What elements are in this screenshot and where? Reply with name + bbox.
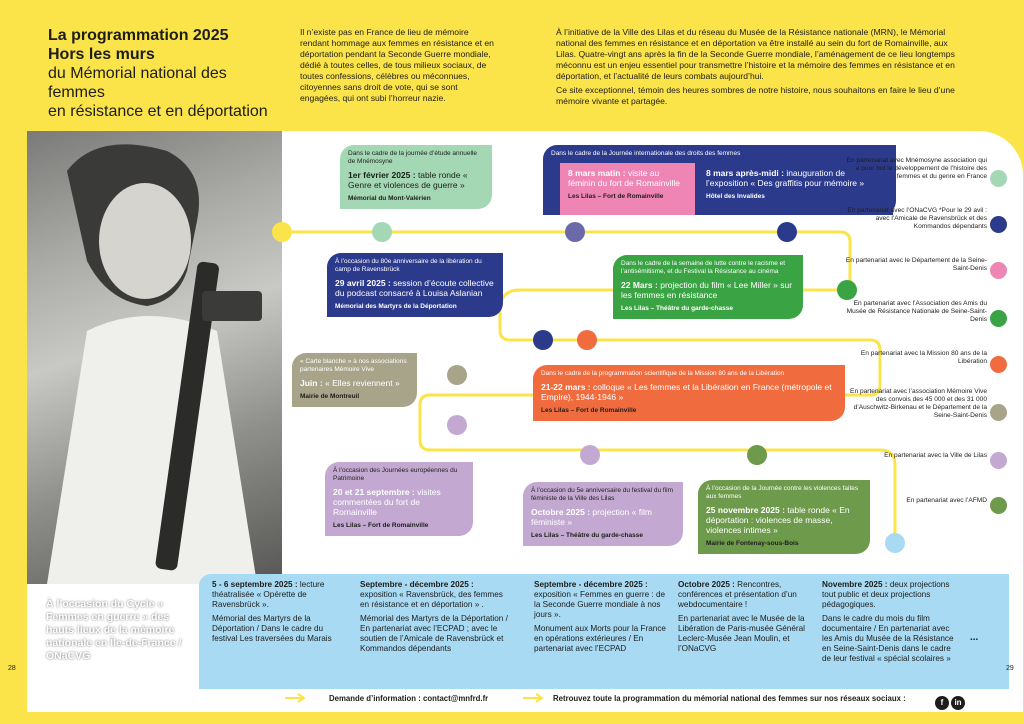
bottom-event bbox=[822, 580, 962, 664]
event-date: Octobre 2025 : bbox=[531, 507, 591, 517]
bottom-event bbox=[534, 580, 669, 654]
arrow-right-icon bbox=[285, 693, 307, 703]
bottom-event-title bbox=[360, 580, 510, 610]
partner-color-dot bbox=[990, 404, 1007, 421]
timeline-dot bbox=[885, 533, 905, 553]
partner-color-dot bbox=[990, 262, 1007, 279]
event-text: table ronde « Genre et violences de guerre » bbox=[348, 170, 468, 190]
timeline-dot bbox=[577, 330, 597, 350]
partner-note: En partenariat avec l’ONaCVG *Pour le 29 avil : avec l’Amicale de Ravensbrück et des Kommandos dépendants bbox=[847, 207, 987, 230]
event-place: Les Lilas – Théâtre du garde-chasse bbox=[621, 305, 733, 312]
event-text: lecture théatralisée « Opérette de Ravensbrück ». bbox=[212, 580, 325, 609]
bottom-event-title bbox=[822, 580, 962, 610]
event-context: À l’occasion de la Journée contre les violences faites aux femmes bbox=[706, 485, 859, 500]
event-place: Les Lilas – Fort de Romainville bbox=[333, 522, 429, 529]
event-date: 1er février 2025 : bbox=[348, 170, 416, 180]
bottom-event-title bbox=[212, 580, 347, 610]
event-place: Les Lilas – Fort de Romainville bbox=[568, 193, 664, 200]
event-date: Octobre 2025 : bbox=[678, 580, 735, 589]
event-date: 20 et 21 septembre : bbox=[333, 487, 415, 497]
title-line-3: du Mémorial national des femmes bbox=[48, 65, 227, 101]
event-place: Mémorial des Martyrs de la Déportation / Dans le cadre du festival Les traversées du Marais bbox=[212, 614, 332, 643]
event-main bbox=[348, 170, 484, 190]
event-text: exposition « Femmes en guerre : de la Seconde Guerre mondiale à nos jours ». bbox=[534, 590, 666, 619]
event-place: Mairie de Montreuil bbox=[300, 393, 360, 400]
event-card bbox=[533, 365, 845, 421]
event-date: 21-22 mars : bbox=[541, 382, 591, 392]
event-main bbox=[541, 382, 837, 402]
bottom-event bbox=[360, 580, 510, 654]
event-place: Hôtel des Invalides bbox=[706, 193, 765, 200]
event-date: Septembre - décembre 2025 : bbox=[360, 580, 474, 589]
title-line-2: Hors les murs bbox=[48, 46, 155, 63]
partner-color-dot bbox=[990, 452, 1007, 469]
event-place: Dans le cadre du mois du film documentaire / En partenariat avec les Amis du Musée de la Résistance en Seine-Saint-Denis dans le cadre de leur festival « spécial scolaires » bbox=[822, 614, 954, 663]
event-date: 25 novembre 2025 : bbox=[706, 505, 785, 515]
event-main bbox=[333, 487, 465, 517]
page-number-right: 29 bbox=[1006, 665, 1014, 672]
partner-color-dot bbox=[990, 170, 1007, 187]
event-text: deux projections tout public et deux projections pédagogiques. bbox=[822, 580, 950, 609]
timeline-dot bbox=[447, 415, 467, 435]
partner-note: En partenariat avec l’Association des Amis du Musée de Résistance Nationale de Seine-Saint-Denis bbox=[846, 300, 987, 323]
partner-color-dot bbox=[990, 356, 1007, 373]
event-date: 8 mars matin : bbox=[568, 168, 626, 178]
social-invite: Retrouvez toute la programmation du mémorial national des femmes sur nos réseaux sociaux : bbox=[553, 694, 906, 703]
event-card bbox=[327, 253, 503, 317]
intro-paragraph: Ce site exceptionnel, témoin des heures sombres de notre histoire, nous souhaitons en faire le lieu d’une mémoire vivante et partagée. bbox=[556, 85, 955, 106]
event-context: « Carte blanche » à nos associations partenaires Mémoire Vive bbox=[300, 358, 407, 373]
timeline-dot bbox=[747, 445, 767, 465]
event-card bbox=[698, 480, 870, 554]
event-main bbox=[621, 280, 795, 300]
event-date: Novembre 2025 : bbox=[822, 580, 888, 589]
facebook-icon[interactable]: f bbox=[935, 696, 949, 710]
intro-paragraph: À l’initiative de la Ville des Lilas et du réseau du Musée de la Résistance nationale (MRN), le Mémorial national des femmes en résistance et en déportation va être installé au sein du fort de Romainville, aux Lilas. Quatre-vingt ans après la fin de la Seconde Guerre mondiale, l’aménagement de ce lieu longtemps méconnu est un enjeu essentiel pour transmettre l’histoire et la mémoire des femmes en résistance et en déportation, et l’actualité de leurs combats aujourd’hui. bbox=[556, 27, 955, 81]
page-number-left: 28 bbox=[8, 665, 16, 672]
event-card bbox=[523, 482, 683, 546]
event-place: Mémorial des Martyrs de la Déportation / En partenariat avec l’ECPAD ; avec le soutien de l’Amicale de Ravensbrück et Kommandos dépendants bbox=[360, 614, 508, 653]
partner-note: En partenariat avec la Mission 80 ans de la Libération bbox=[860, 350, 987, 365]
bottom-event bbox=[678, 580, 813, 654]
title-line-1: La programmation 2025 bbox=[48, 27, 229, 44]
event-date: 5 - 6 septembre 2025 : bbox=[212, 580, 298, 589]
event-place: Les Lilas – Théâtre du garde-chasse bbox=[531, 532, 643, 539]
event-place: En partenariat avec le Musée de la Libération de Paris-musée Général Leclerc-Musée Jean Moulin, et l’ONaCVG bbox=[678, 614, 805, 653]
event-context: Dans le cadre de la programmation scientifique de la Mission 80 ans de la Libération bbox=[541, 370, 785, 377]
event-main bbox=[300, 378, 409, 388]
event-card bbox=[613, 255, 803, 319]
arrow-right-icon bbox=[523, 693, 545, 703]
photo-caption: À l’occasion du Cycle « Femmes en guerre » des hauts lieux de la mémoire nationale en Île-de-France / ONaCVG bbox=[46, 598, 182, 662]
partner-note: En partenariat avec le Département de la Seine-Saint-Denis bbox=[845, 257, 987, 272]
event-text: session d’écoute collective du podcast consacré à Louisa Aslanian bbox=[335, 278, 494, 298]
event-context: Dans le cadre de la journée d’étude annuelle de Mnémosyne bbox=[348, 150, 478, 165]
event-text: projection « film féministe » bbox=[531, 507, 652, 527]
event-text: inauguration de l’exposition « Des graffitis pour mémoire » bbox=[706, 168, 865, 188]
event-text: « Elles reviennent » bbox=[322, 378, 400, 388]
event-context: À l’occasion du 5e anniversaire du festival du film féministe de la Ville des Lilas bbox=[531, 487, 673, 502]
event-date: Septembre - décembre 2025 : bbox=[534, 580, 648, 589]
event-date: 29 avril 2025 : bbox=[335, 278, 391, 288]
timeline-dot bbox=[272, 222, 292, 242]
timeline-dot bbox=[533, 330, 553, 350]
timeline-dot bbox=[565, 222, 585, 242]
event-main bbox=[706, 505, 862, 535]
intro-left: Il n’existe pas en France de lieu de mémoire rendant hommage aux femmes en résistance et en déportation pendant la Seconde Guerre mondiale, dédié à toutes celles, de tous milieux sociaux, de toutes confessions, célèbres ou méconnues, citoyennes sans droit de vote, qui se sont engagées, qui ont subi l’horreur nazie. bbox=[300, 27, 494, 103]
event-place: Mairie de Fontenay-sous-Bois bbox=[706, 540, 799, 547]
partner-color-dot bbox=[990, 310, 1007, 327]
event-main bbox=[568, 168, 687, 188]
event-text: projection du film « Lee Miller » sur les femmes en résistance bbox=[621, 280, 793, 300]
event-context: Dans le cadre de la Journée internationale des droits des femmes bbox=[551, 150, 741, 157]
event-place: Mémorial des Martyrs de la Déportation bbox=[335, 303, 457, 310]
event-card bbox=[560, 163, 695, 215]
event-main bbox=[531, 507, 675, 527]
event-context: À l’occasion du 80e anniversaire de la libération du camp de Ravensbrück bbox=[335, 258, 482, 273]
more-indicator: ... bbox=[970, 632, 979, 643]
timeline-dot bbox=[777, 222, 797, 242]
event-text: exposition « Ravensbrück, des femmes en résistance et en déportation » . bbox=[360, 590, 503, 609]
event-text: Rencontres, conférences et présentation d’un webdocumentaire ! bbox=[678, 580, 797, 609]
event-text: table ronde « En déportation : violences de masse, violences intimes » bbox=[706, 505, 850, 535]
event-card bbox=[292, 353, 417, 407]
title-line-4: en résistance et en déportation bbox=[48, 103, 268, 120]
bottom-event-title bbox=[534, 580, 669, 620]
event-place: Monument aux Morts pour la France en opérations extérieures / En partenariat avec l’ECPAD bbox=[534, 624, 666, 653]
event-text: visites commentées du fort de Romainville bbox=[333, 487, 441, 517]
partner-color-dot bbox=[990, 497, 1007, 514]
event-context: Dans le cadre de la semaine de lutte contre le racisme et l’antisémitisme, et du Festival la Résistance au cinéma bbox=[621, 260, 786, 275]
event-card bbox=[340, 145, 492, 209]
timeline-dot bbox=[580, 445, 600, 465]
partner-note: En partenariat avec l’association Mémoire Vive des convois des 45 000 et des 31 000 d’Auschwitz-Birkenau et le Département de la Seine-Saint-Denis bbox=[850, 388, 987, 419]
event-context: À l’occasion des Journées européennes du Patrimoine bbox=[333, 467, 458, 482]
bottom-event bbox=[212, 580, 347, 644]
timeline-dot bbox=[447, 365, 467, 385]
partner-color-dot bbox=[990, 216, 1007, 233]
event-text: visite au féminin du fort de Romainville bbox=[568, 168, 680, 188]
event-date: 22 Mars : bbox=[621, 280, 658, 290]
contact-info: Demande d’information : contact@mnfrd.fr bbox=[329, 694, 489, 703]
event-text: colloque « Les femmes et la Libération en France (métropole et Empire), 1944-1946 » bbox=[541, 382, 832, 402]
event-place: Mémorial du Mont-Valérien bbox=[348, 195, 431, 202]
timeline-dot bbox=[837, 280, 857, 300]
linkedin-icon[interactable]: in bbox=[951, 696, 965, 710]
partner-note: En partenariat avec l’AFMD bbox=[906, 497, 987, 504]
event-place: Les Lilas – Fort de Romainville bbox=[541, 407, 637, 414]
timeline-dot bbox=[372, 222, 392, 242]
partner-note: En partenariat avec Mnémosyne association qui a pour but le développement de l’histoire des femmes et du genre en France bbox=[846, 157, 987, 180]
bottom-event-title bbox=[678, 580, 813, 610]
event-card bbox=[325, 462, 473, 536]
event-date: 8 mars après-midi : bbox=[706, 168, 784, 178]
event-date: Juin : bbox=[300, 378, 323, 388]
partner-note: En partenariat avec la Ville de Lilas bbox=[884, 452, 987, 459]
event-main bbox=[335, 278, 495, 298]
